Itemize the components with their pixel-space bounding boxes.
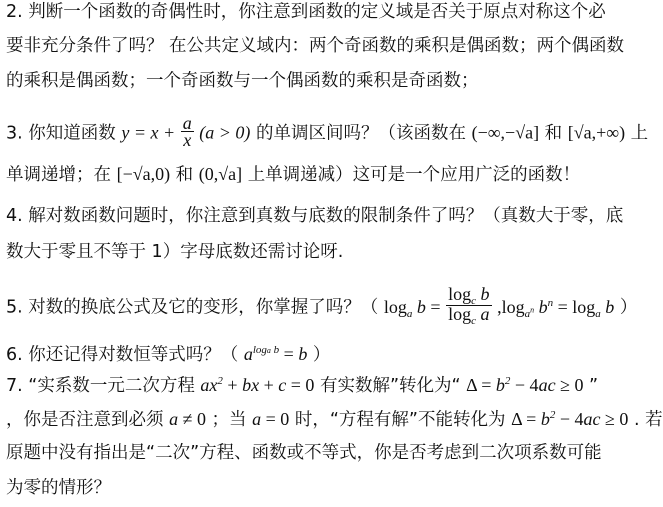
change-of-base-variant: $,\log_{a^n}$ $b^n = \log_a b$ (497, 296, 615, 320)
function-formula-lhs: y = x + (121, 122, 176, 143)
item-2-line-2: 要非充分条件了吗？ 在公共定义域内：两个奇函数的乘积是偶函数；两个偶函数 (6, 36, 625, 56)
item-3-tail: 上 (630, 123, 649, 144)
fraction-numerator: a (182, 113, 192, 133)
item-5-prefix: 5. 对数的换底公式及它的变形，你掌握了吗？（ (6, 297, 379, 318)
log-identity: $a^{loga b} = b$ (243, 344, 308, 364)
discriminant-1: $\Delta = b^2 - 4ac \ge 0$ (466, 375, 584, 395)
item-6-prefix: 6. 你还记得对数恒等式吗？（ (6, 345, 239, 365)
item-3-prefix: 3. 你知道函数 (6, 123, 116, 144)
discriminant-2: $\Delta = b^2 - 4ac \ge 0$ (511, 409, 629, 429)
item-5-suffix: ） (619, 297, 638, 318)
item-6-suffix: ） (312, 345, 331, 365)
condition: (a > 0) (199, 122, 251, 143)
item-7-mid3: 时，“方程有解”不能转化为 (294, 410, 506, 430)
condition-a-zero: a = 0 (252, 409, 290, 429)
item-4-line-1: 4. 解对数函数问题时，你注意到真数与底数的限制条件了吗？（真数大于零，底 (6, 206, 624, 226)
fraction-denominator: x (183, 130, 192, 150)
interval-3: [−√a,0) (116, 164, 171, 184)
item-6-line (6, 343, 330, 365)
interval-1: (−∞,−√a] (471, 122, 540, 143)
quadratic-equation: $ax^2$ + bx + c = 0 (200, 375, 315, 395)
item-7-line-1 (6, 374, 598, 396)
change-of-base-fraction (446, 286, 491, 325)
change-of-base-numerator: $\log_c b$ (448, 284, 490, 307)
item-2-line-1: 2. 判断一个函数的奇偶性时，你注意到函数的定义域是否关于原点对称这个必 (6, 2, 606, 22)
item-3-mid-text: 的单调区间吗？（该函数在 (256, 123, 466, 144)
function-fraction (181, 115, 194, 148)
item-3-line-2 (6, 163, 580, 185)
item-7-line-4: 为零的情形？ (6, 478, 111, 498)
item-7-quote-end: ” (589, 376, 599, 396)
condition-a-nonzero: a ≠ 0 (169, 409, 206, 429)
interval-4: (0,√a] (198, 164, 243, 184)
item-7-prefix: 7. “实系数一元二次方程 (6, 376, 195, 396)
item-7-line-2 (6, 408, 663, 430)
item-7-quote-mid: 有实数解”转化为“ (319, 376, 461, 396)
item-3-line-1 (6, 113, 649, 150)
item-7-mid2: ；当 (211, 410, 247, 430)
item-4-line-2: 数大于零且不等于 1）字母底数还需讨论呀. (6, 242, 344, 262)
item-7-line-3: 原题中没有指出是“二次”方程、函数或不等式，你是否考虑到二次项系数可能 (6, 443, 602, 463)
interval-2: [√a,+∞) (567, 122, 626, 143)
change-of-base-denominator: $\log_c a$ (448, 304, 490, 327)
item-3-line-2-tail: 上单调递减）这可是一个应用广泛的函数！ (247, 165, 581, 185)
item-3-line-2-prefix: 单调递增；在 (6, 165, 111, 185)
and-text: 和 (544, 123, 563, 144)
item-7-line-2-prefix: ，你是否注意到必须 (6, 410, 164, 430)
item-5-line: 5. 对数的换底公式及它的变形，你掌握了吗？（ $\log_a b$ = $\frac{\log_c b}{\log_c a}$ $,\log_{a^n}$ $b^n = \log_a b$ ） (6, 284, 638, 327)
item-7-end: . 若 (633, 410, 663, 430)
and-text-2: 和 (175, 165, 194, 185)
item-2-line-3: 的乘积是偶函数；一个奇函数与一个偶函数的乘积是奇函数； (6, 71, 479, 91)
